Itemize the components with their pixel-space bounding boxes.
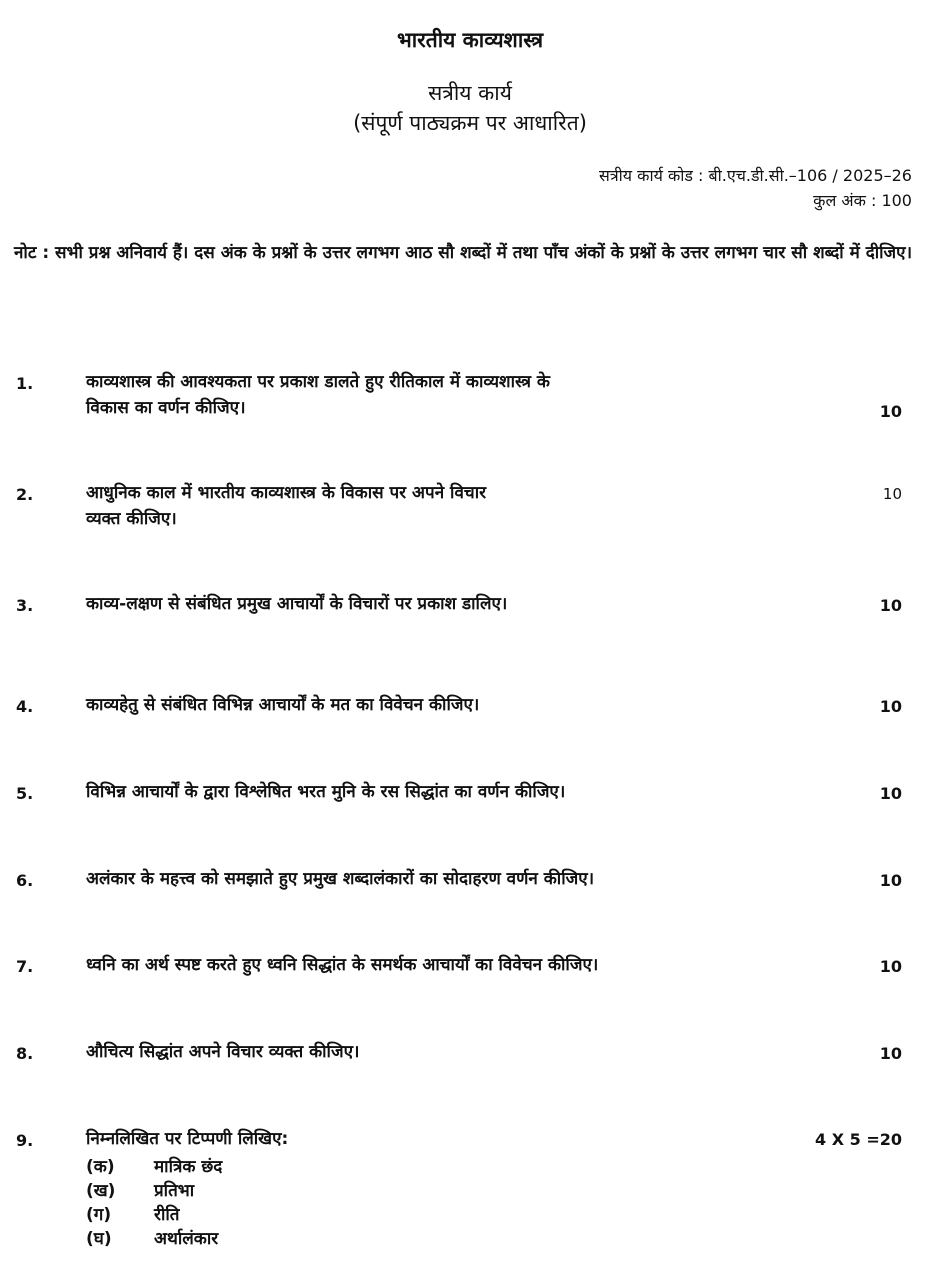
assignment-subheading: (संपूर्ण पाठ्यक्रम पर आधारित) [353, 111, 587, 135]
question-marks: 10 [882, 485, 902, 503]
question-text: विभिन्न आचार्यों के द्वारा विश्लेषित भरत मुनि के रस सिद्धांत का वर्णन कीजिए। [86, 782, 566, 802]
question-marks: 10 [879, 784, 902, 803]
question-number: 7. [16, 957, 34, 976]
question-number: 3. [16, 596, 34, 615]
question-marks: 10 [879, 957, 902, 976]
question-text: निम्नलिखित पर टिप्पणी लिखिए: [86, 1129, 289, 1149]
question-text [86, 480, 766, 532]
question-number: 1. [16, 374, 34, 393]
assignment-code: सत्रीय कार्य कोड : बी.एच.डी.सी.–106 / 2025–26 [599, 166, 912, 185]
question-text: ध्वनि का अर्थ स्पष्ट करते हुए ध्वनि सिद्धांत के समर्थक आचार्यों का विवेचन कीजिए। [86, 955, 599, 975]
assignment-heading: सत्रीय कार्य [428, 81, 512, 105]
sub-item-text: मात्रिक छंद [154, 1157, 223, 1177]
sub-item [86, 1179, 222, 1203]
sub-item-label: (ग) [86, 1205, 112, 1225]
sub-item-text: प्रतिभा [154, 1181, 195, 1201]
sub-item-text: अर्थालंकार [154, 1229, 219, 1249]
question-number: 4. [16, 697, 34, 716]
sub-item-text: रीति [154, 1205, 180, 1225]
sub-item-label: (ख) [86, 1181, 116, 1201]
question-marks: 10 [879, 871, 902, 890]
question-marks: 10 [879, 402, 902, 421]
question-text: अलंकार के महत्त्व को समझाते हुए प्रमुख शब्दालंकारों का सोदाहरण वर्णन कीजिए। [86, 869, 595, 889]
question-text: काव्यहेतु से संबंधित विभिन्न आचार्यों के मत का विवेचन कीजिए। [86, 695, 480, 715]
question-marks: 4 X 5 =20 [815, 1130, 902, 1149]
question-number: 2. [16, 485, 34, 504]
sub-item-label: (क) [86, 1157, 115, 1177]
question-line: व्यक्त कीजिए। [86, 509, 177, 529]
sub-item [86, 1203, 222, 1227]
question-number: 8. [16, 1044, 34, 1063]
question-line: काव्यशास्त्र की आवश्यकता पर प्रकाश डालते हुए रीतिकाल में काव्यशास्त्र के [86, 372, 550, 392]
sub-item [86, 1155, 222, 1179]
question-number: 9. [16, 1131, 34, 1150]
question-text: औचित्य सिद्धांत अपने विचार व्यक्त कीजिए। [86, 1042, 360, 1062]
document-title: भारतीय काव्यशास्त्र [396, 28, 544, 52]
total-marks: कुल अंक : 100 [813, 191, 912, 210]
question-line: विकास का वर्णन कीजिए। [86, 398, 246, 418]
sub-item [86, 1227, 222, 1251]
question-line: आधुनिक काल में भारतीय काव्यशास्त्र के विकास पर अपने विचार [86, 483, 487, 503]
question-number: 5. [16, 784, 34, 803]
sub-item-label: (घ) [86, 1229, 112, 1249]
instructions-note: नोट : सभी प्रश्न अनिवार्य हैं। दस अंक के प्रश्नों के उत्तर लगभग आठ सौ शब्दों में तथा पाँच अंकों के प्रश्नों के उत्तर लगभग चार सौ शब्दों में दीजिए। [14, 243, 913, 263]
question-marks: 10 [879, 596, 902, 615]
question-text [86, 369, 766, 421]
question-marks: 10 [879, 1044, 902, 1063]
question-number: 6. [16, 871, 34, 890]
sub-item-list [86, 1155, 222, 1251]
question-text: काव्य-लक्षण से संबंधित प्रमुख आचार्यों के विचारों पर प्रकाश डालिए। [86, 594, 508, 614]
question-marks: 10 [879, 697, 902, 716]
